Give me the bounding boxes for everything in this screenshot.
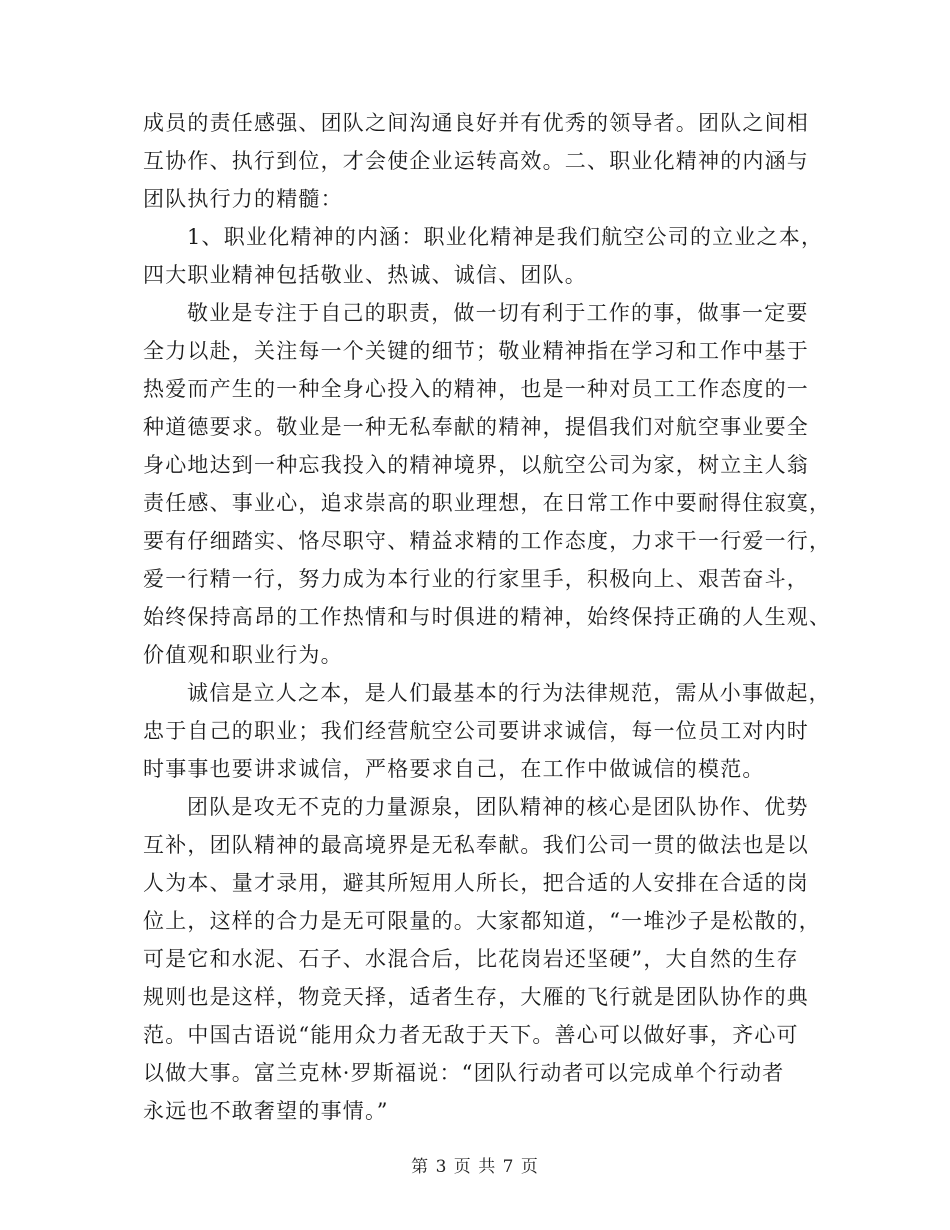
text-line: 永远也不敢奢望的事情。” [143, 1099, 389, 1123]
text-line: 可是它和水泥、石子、水混合后，比花岗岩还坚硬”，大自然的生存 [143, 947, 799, 971]
text-line: 互协作、执行到位，才会使企业运转高效。二、职业化精神的内涵与 [143, 149, 809, 173]
page-number-footer: 第 3 页 共 7 页 [411, 1157, 539, 1177]
text-line: 价值观和职业行为。 [143, 643, 343, 667]
text-line: 始终保持高昂的工作热情和与时俱进的精神，始终保持正确的人生观、 [143, 605, 832, 629]
text-line: 热爱而产生的一种全身心投入的精神，也是一种对员工工作态度的一 [143, 377, 809, 401]
text-line: 位上，这样的合力是无可限量的。大家都知道，“一堆沙子是松散的， [143, 909, 821, 933]
text-line: 以做大事。富兰克林·罗斯福说：“团队行动者可以完成单个行动者 [143, 1061, 785, 1085]
text-line: 人为本、量才录用，避其所短用人所长，把合适的人安排在合适的岗 [143, 871, 809, 895]
text-line: 敬业是专注于自己的职责，做一切有利于工作的事，做事一定要 [187, 301, 809, 325]
text-line: 要有仔细踏实、恪尽职守、精益求精的工作态度，力求干一行爱一行， [143, 529, 832, 553]
text-line: 忠于自己的职业；我们经营航空公司要讲求诚信，每一位员工对内时 [143, 719, 809, 743]
text-line: 全力以赴，关注每一个关键的细节；敬业精神指在学习和工作中基于 [143, 339, 809, 363]
text-line: 诚信是立人之本，是人们最基本的行为法律规范，需从小事做起， [187, 681, 831, 705]
text-line: 四大职业精神包括敬业、热诚、诚信、团队。 [143, 263, 587, 287]
text-line: 规则也是这样，物竞天择，适者生存，大雁的飞行就是团队协作的典 [143, 985, 809, 1009]
body-text [143, 104, 832, 1130]
text-line: 身心地达到一种忘我投入的精神境界，以航空公司为家，树立主人翁 [143, 453, 809, 477]
text-line: 成员的责任感强、团队之间沟通良好并有优秀的领导者。团队之间相 [143, 111, 809, 135]
text-line: 爱一行精一行，努力成为本行业的行家里手，积极向上、艰苦奋斗， [143, 567, 809, 591]
text-line: 责任感、事业心，追求崇高的职业理想，在日常工作中要耐得住寂寞， [143, 491, 832, 515]
text-line: 团队执行力的精髓： [143, 187, 343, 211]
text-line: 团队是攻无不克的力量源泉，团队精神的核心是团队协作、优势 [187, 795, 809, 819]
text-line: 时事事也要讲求诚信，严格要求自己，在工作中做诚信的模范。 [143, 757, 765, 781]
text-line: 范。中国古语说“能用众力者无敌于天下。善心可以做好事，齐心可 [143, 1023, 799, 1047]
text-line: 种道德要求。敬业是一种无私奉献的精神，提倡我们对航空事业要全 [143, 415, 809, 439]
text-line: 互补，团队精神的最高境界是无私奉献。我们公司一贯的做法也是以 [143, 833, 809, 857]
text-line: 1、职业化精神的内涵：职业化精神是我们航空公司的立业之本， [187, 225, 824, 249]
